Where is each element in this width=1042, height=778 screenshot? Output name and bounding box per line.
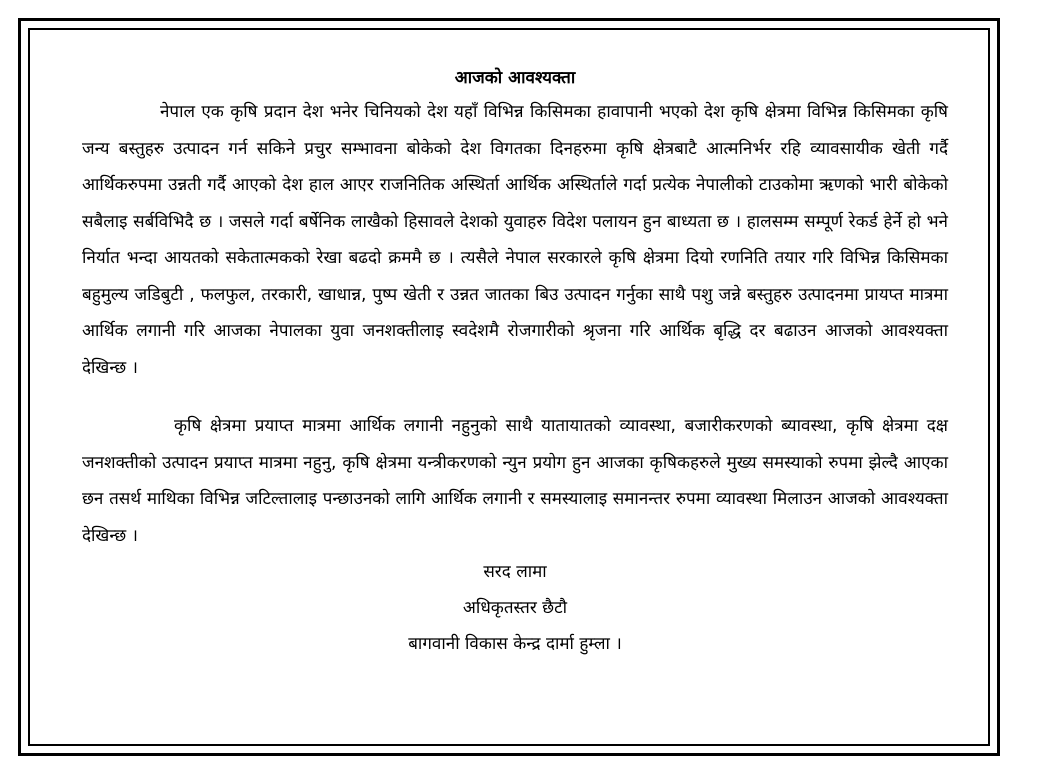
signature-block: [82, 554, 948, 662]
paragraph-2: कृषि क्षेत्रमा प्रयाप्त मात्रमा आर्थिक लगानी नहुनुको साथै यातायातको व्यावस्था, बजारीकरणको ब्यावस्था, कृषि क्षेत्रमा दक्ष जनशक्तीको उत्पादन प्रयाप्त मात्रमा नहुनु, कृषि क्षेत्रमा यन्त्रीकरणको न्युन प्रयोग हुन आजका कृषिकहरुले मुख्य समस्याको रुपमा झेल्दै आएका छन तसर्थ माथिका विभिन्न जटिल्तालाइ पन्छाउनको लागि आर्थिक लगानी र समस्यालाइ समानन्तर रुपमा व्यावस्था मिलाउन आजको आवश्यक्ता देखिन्छ ।: [82, 416, 948, 546]
document-title: आजको आवश्यक्ता: [454, 68, 576, 88]
signature-name: सरद लामा: [483, 562, 547, 582]
paragraph-1: नेपाल एक कृषि प्रदान देश भनेर चिनियको देश यहाँ विभिन्न किसिमका हावापानी भएको देश कृषि क्षेत्रमा विभिन्न किसिमका कृषि जन्य बस्तुहरु उत्पादन गर्न सकिने प्रचुर सम्भावना बोकेको देश विगतका दिनहरुमा कृषि क्षेत्रबाटै आत्मनिर्भर रहि व्यावसायीक खेती गर्दै आर्थिकरुपमा उन्नती गर्दै आएको देश हाल आएर राजनितिक अस्थिर्ता आर्थिक अस्थिर्ताले गर्दा प्रत्येक नेपालीको टाउकोमा ऋणको भारी बोकेको सबैलाइ सर्बविभिदै छ । जसले गर्दा बर्षेनिक लाखैको हिसावले देशको युवाहरु विदेश पलायन हुन बाध्यता छ । हालसम्म सम्पूर्ण रेकर्ड हेर्ने हो भने निर्यात भन्दा आयतको सकेतात्मकको रेखा बढदो क्रममै छ । त्यसैले नेपाल सरकारले कृषि क्षेत्रमा दियो रणनिति तयार गरि विभिन्न किसिमका बहुमुल्य जडिबुटी , फलफुल, तरकारी, खाधान्न, पुष्प खेती र उन्नत जातका बिउ उत्पादन गर्नुका साथै पशु जन्ने बस्तुहरु उत्पादनमा प्रायप्त मात्रमा आर्थिक लगानी गरि आजका नेपालका युवा जनशक्तीलाइ स्वदेशमै रोजगारीको श्रृजना गरि आर्थिक बृद्धि दर बढाउन आजको आवश्यक्ता देखिन्छ ।: [82, 102, 948, 378]
document-body: [82, 62, 948, 662]
signature-position: अधिकृतस्तर छैटौ: [462, 598, 568, 618]
signature-office: बागवानी विकास केन्द्र दार्मा हुम्ला ।: [408, 634, 622, 654]
